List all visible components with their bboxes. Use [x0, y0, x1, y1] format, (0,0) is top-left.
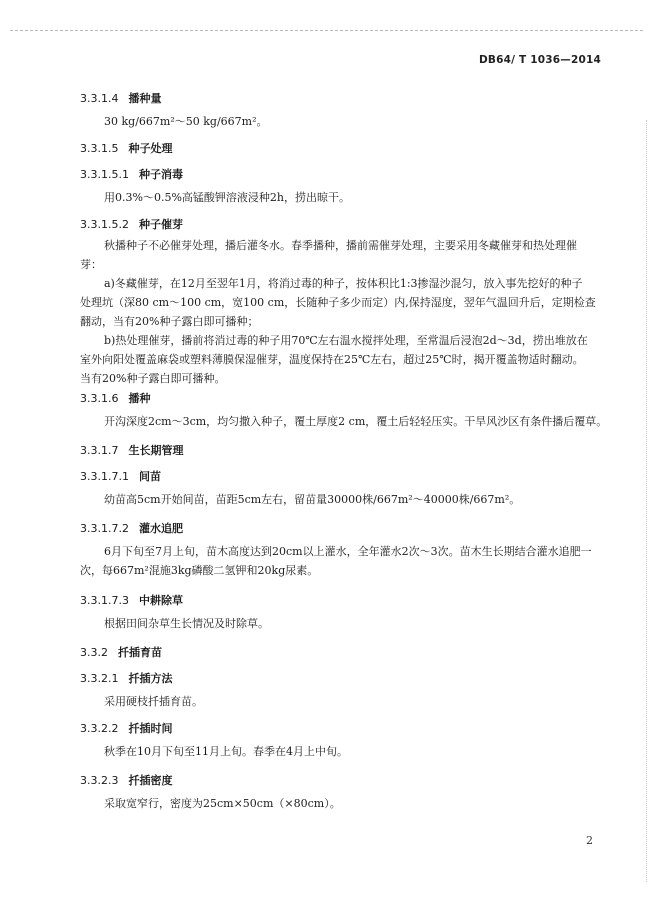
- section-number: 3.3.1.6: [80, 392, 119, 405]
- paragraph-line: a)冬藏催芽，在12月至翌年1月，将消过毒的种子，按体积比1:3掺湿沙混匀，放入事先挖好的种子: [104, 277, 583, 290]
- section-title: 间苗: [138, 470, 161, 483]
- section-heading-3-3-1-5: [80, 140, 172, 156]
- section-number: 3.3.2: [80, 646, 108, 659]
- paragraph-cutting-time: [80, 742, 600, 761]
- paragraph-irrigation-fertilizer: [80, 542, 600, 580]
- section-number: 3.3.2.1: [80, 672, 119, 685]
- paragraph-line: 芽：: [80, 258, 102, 271]
- section-number: 3.3.1.5: [80, 142, 119, 155]
- section-heading-3-3-1-7-1: [80, 468, 161, 484]
- section-heading-3-3-1-5-2: [80, 216, 183, 232]
- paragraph-seeding-rate: [80, 112, 600, 131]
- section-heading-3-3-1-7-2: [80, 520, 183, 536]
- paragraph-line: 用0.3%～0.5%高锰酸钾溶液浸种2h，捞出晾干。: [104, 191, 350, 204]
- paragraph-seed-disinfection: [80, 188, 600, 207]
- paragraph-line: 当有20%种子露白即可播种。: [80, 372, 226, 385]
- paragraph-line: 采取宽窄行，密度为25cm×50cm（×80cm）。: [104, 797, 341, 810]
- section-title: 扦插密度: [128, 774, 173, 787]
- paragraph-line: 室外向阳处覆盖麻袋或塑料薄膜保湿催芽，温度保持在25℃左右，超过25℃时，揭开覆盖物适时翻动。: [80, 353, 584, 366]
- paragraph-weeding: [80, 614, 600, 633]
- section-heading-3-3-2-2: [80, 720, 172, 736]
- section-number: 3.3.1.7.1: [80, 470, 129, 483]
- section-number: 3.3.2.2: [80, 722, 119, 735]
- paragraph-line: 30 kg/667m²～50 kg/667m²。: [104, 115, 268, 128]
- section-title: 扦插时间: [128, 722, 173, 735]
- paragraph-line: 翻动，当有20%种子露白即可播种；: [80, 315, 259, 328]
- paragraph-line: 6月下旬至7月上旬，苗木高度达到20cm以上灌水，全年灌水2次～3次。苗木生长期结合灌水追肥一: [104, 545, 592, 558]
- section-title: 中耕除草: [138, 594, 183, 607]
- section-number: 3.3.1.5.2: [80, 218, 129, 231]
- paragraph-line: 秋季在10月下旬至11月上旬。春季在4月上中旬。: [104, 745, 348, 758]
- paragraph-cutting-method: [80, 692, 600, 711]
- paragraph-line: 处理坑（深80 cm～100 cm，宽100 cm，长随种子多少而定）内,保持湿度，翌年气温回升后，定期检查: [80, 296, 596, 309]
- paragraph-seed-germination: [80, 236, 600, 388]
- section-title: 扦插育苗: [118, 646, 162, 659]
- section-heading-3-3-1-7-3: [80, 592, 183, 608]
- header-rule: [10, 30, 643, 31]
- section-heading-3-3-1-4: [80, 90, 161, 106]
- section-number: 3.3.1.5.1: [80, 168, 129, 181]
- document-code: DB64/ T 1036—2014: [479, 54, 601, 66]
- paragraph-line: 幼苗高5cm开始间苗，苗距5cm左右，留苗量30000株/667m²～40000株/667m²。: [104, 493, 521, 506]
- section-heading-3-3-1-7: [80, 442, 183, 458]
- section-number: 3.3.1.4: [80, 92, 119, 105]
- page-number: 2: [586, 834, 593, 847]
- section-heading-3-3-2-3: [80, 772, 172, 788]
- section-heading-3-3-1-6: [80, 390, 150, 406]
- section-title: 生长期管理: [128, 444, 184, 457]
- paragraph-line: 秋播种子不必催芽处理，播后灌冬水。春季播种，播前需催芽处理，主要采用冬藏催芽和热处理催: [104, 239, 577, 252]
- section-title: 灌水追肥: [138, 522, 183, 535]
- section-title: 播种: [128, 392, 151, 405]
- section-heading-3-3-2: [80, 644, 162, 660]
- paragraph-line: 开沟深度2cm～3cm，均匀撒入种子，覆土厚度2 cm，覆土后轻轻压实。干旱风沙区有条件播后覆草。: [104, 415, 608, 428]
- section-number: 3.3.2.3: [80, 774, 119, 787]
- section-heading-3-3-1-5-1: [80, 166, 183, 182]
- section-title: 种子催芽: [138, 218, 183, 231]
- paragraph-thinning: [80, 490, 600, 509]
- section-title: 种子消毒: [138, 168, 183, 181]
- paragraph-sowing: [80, 412, 608, 431]
- paragraph-line: 次，每667m²混施3kg磷酸二氢钾和20kg尿素。: [80, 564, 319, 577]
- margin-rule: [646, 120, 647, 882]
- paragraph-line: 根据田间杂草生长情况及时除草。: [104, 617, 269, 630]
- section-number: 3.3.1.7: [80, 444, 119, 457]
- paragraph-line: b)热处理催芽，播前将消过毒的种子用70℃左右温水搅拌处理，至常温后浸泡2d～3d，捞出堆放在: [104, 334, 588, 347]
- paragraph-line: 采用硬枝扦插育苗。: [104, 695, 203, 708]
- paragraph-cutting-density: [80, 794, 600, 813]
- section-number: 3.3.1.7.2: [80, 522, 129, 535]
- section-title: 播种量: [128, 92, 162, 105]
- section-title: 扦插方法: [128, 672, 173, 685]
- section-heading-3-3-2-1: [80, 670, 172, 686]
- section-title: 种子处理: [128, 142, 173, 155]
- section-number: 3.3.1.7.3: [80, 594, 129, 607]
